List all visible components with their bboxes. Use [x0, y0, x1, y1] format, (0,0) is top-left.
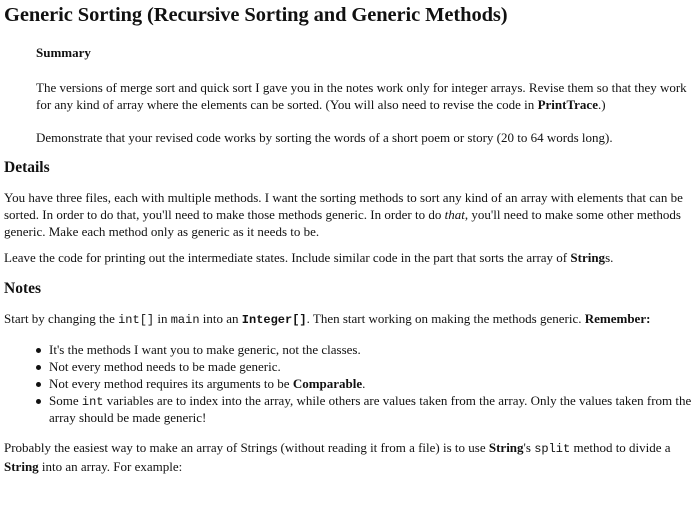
comparable-term: Comparable: [292, 376, 363, 391]
notes-paragraph-2: Probably the easiest way to make an array of Strings (without reading it from a file) is to use String's split method to divide a String into an array. For example:: [4, 440, 671, 474]
code-int: int: [81, 395, 104, 409]
summary-paragraph-2: Demonstrate that your revised code works by sorting the words of a short poem or story (20 to 64 words long).: [36, 130, 613, 145]
string-term: String: [488, 440, 524, 455]
page-title: Generic Sorting (Recursive Sorting and Generic Methods): [4, 4, 508, 26]
notes-bullet-list: [4, 342, 696, 426]
list-item: Not every method needs to be made generic.: [36, 359, 696, 375]
emphasis-that: that: [444, 207, 465, 222]
details-heading: Details: [4, 159, 50, 176]
code-int-array: int[]: [118, 313, 155, 327]
list-item: Some int variables are to index into the array, while others are values taken from the array. Only the values taken from the array should be made generic!: [36, 393, 696, 426]
bullet-icon: [36, 348, 41, 353]
notes-heading: Notes: [4, 280, 42, 297]
code-split: split: [534, 442, 571, 456]
list-item: Not every method requires its arguments to be Comparable.: [36, 376, 696, 392]
summary-section: [4, 44, 696, 146]
string-term: String: [570, 250, 606, 265]
details-paragraph-1: You have three files, each with multiple methods. I want the sorting methods to sort any kind of an array with elements that can be sorted. In order to do that, you'll need to make those methods generic. In order to do that, you'll need to make some other methods generic. Make each method only as generic as it needs to be.: [4, 190, 683, 239]
printtrace-term: PrintTrace: [537, 97, 598, 112]
bullet-icon: [36, 365, 41, 370]
summary-label: Summary: [36, 45, 91, 60]
bullet-icon: [36, 382, 41, 387]
remember-label: Remember:: [584, 311, 651, 326]
bullet-icon: [36, 399, 41, 404]
code-main: main: [170, 313, 200, 327]
list-item: It's the methods I want you to make generic, not the classes.: [36, 342, 696, 358]
notes-paragraph-1: Start by changing the int[] in main into an Integer[]. Then start working on making the methods generic. Remember:: [4, 311, 651, 327]
details-paragraph-2: Leave the code for printing out the intermediate states. Include similar code in the part that sorts the array of Strings.: [4, 250, 614, 265]
string-term: String: [4, 459, 39, 474]
code-integer-array: Integer[]: [241, 313, 307, 327]
summary-paragraph-1: The versions of merge sort and quick sort I gave you in the notes work only for integer arrays. Revise them so that they work for any kind of array where the elements can be sorted. (You will also need to revise the code in PrintTrace.): [36, 80, 687, 112]
